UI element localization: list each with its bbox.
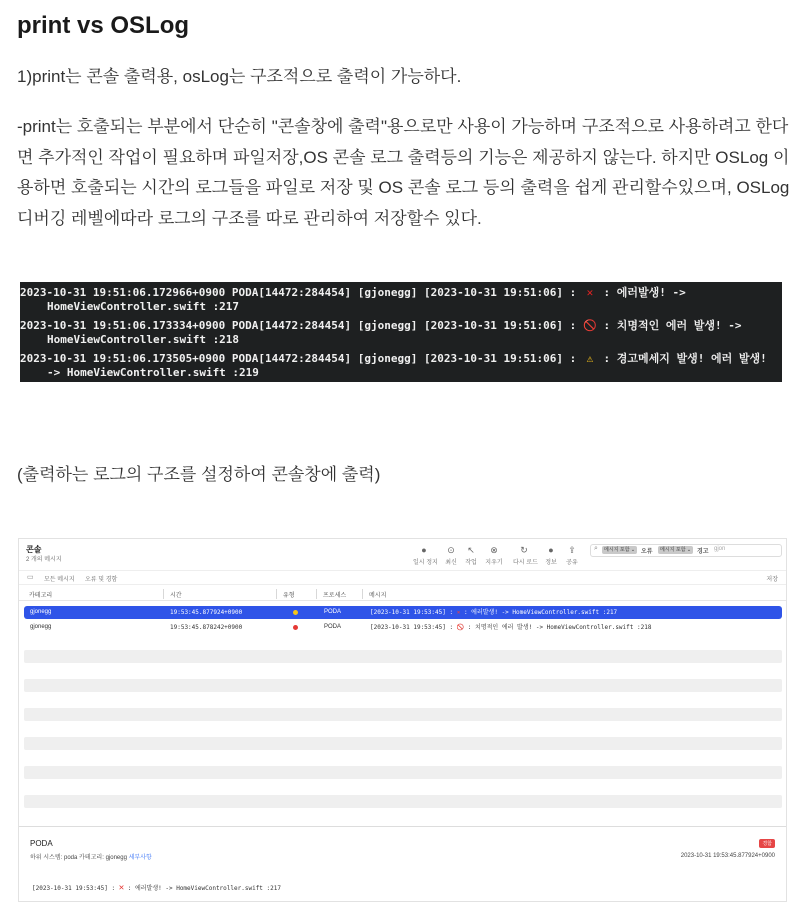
message-prefix: [2023-10-31 19:53:45] : <box>32 885 119 892</box>
pause-label: 일시 정지 <box>413 560 438 566</box>
column-process[interactable]: 프로세스 <box>323 593 347 599</box>
filter-token[interactable]: 메시지 포함 ⌄ <box>604 547 636 553</box>
warning-icon: ⚠ <box>586 352 594 365</box>
search-field[interactable] <box>590 544 782 557</box>
cell-message <box>370 621 651 634</box>
column-time[interactable]: 시간 <box>170 593 182 599</box>
terminal-line <box>20 284 686 300</box>
terminal-line-continuation: -> HomeViewController.swift :219 <box>47 366 259 379</box>
empty-row <box>24 679 782 692</box>
message-suffix: : 에러발생! -> HomeViewController.swift :217 <box>460 609 618 616</box>
page-title: print vs OSLog <box>17 12 190 39</box>
terminal-line-message: : 치명적인 에러 발생! -> <box>596 319 742 332</box>
pause-icon: ● <box>421 545 427 555</box>
table-header <box>19 588 786 601</box>
message-count: 2 개의 메시지 <box>26 557 62 563</box>
detail-meta <box>30 852 152 861</box>
message-prefix: [2023-10-31 19:53:45] : <box>370 609 457 616</box>
table-row[interactable] <box>24 621 782 634</box>
message-suffix: : 치명적인 에러 발생! -> HomeViewController.swift :218 <box>464 624 652 631</box>
cell-time: 19:53:45.878242+0900 <box>170 624 243 631</box>
detail-message <box>32 883 281 893</box>
filter-term: 경고 <box>697 549 709 555</box>
message-prefix: [2023-10-31 19:53:45] : <box>370 624 457 631</box>
tab-errors[interactable]: 오류 및 경함 <box>85 577 118 583</box>
terminal-line-message: : 에러발생! -> <box>596 286 686 299</box>
detail-pane <box>19 826 786 902</box>
console-title: 콘솔 <box>26 545 42 554</box>
column-category[interactable]: 카테고리 <box>29 593 53 599</box>
paragraph-3: (출력하는 로그의 구조를 설정하여 콘솔창에 출력) <box>17 465 381 484</box>
empty-row <box>24 650 782 663</box>
info-button[interactable] <box>540 545 562 566</box>
tab-all-messages[interactable]: 모든 메시지 <box>44 577 75 583</box>
cell-category: gjonegg <box>30 609 52 615</box>
reload-label: 다시 로드 <box>513 560 538 566</box>
type-indicator <box>293 625 298 630</box>
subsystem-label: 하위 시스템: <box>30 855 63 861</box>
red-x-icon: ✕ <box>118 883 125 893</box>
detail-timestamp: 2023-10-31 19:53:45.877924+0900 <box>680 853 775 859</box>
column-divider[interactable] <box>276 589 277 599</box>
category-value: gjonegg <box>105 855 127 861</box>
clear-label: 지우기 <box>485 560 503 566</box>
table-row[interactable] <box>24 606 782 619</box>
category-label: 카테고리: <box>79 855 104 861</box>
terminal-line <box>20 317 742 333</box>
paragraph-2: -print는 호출되는 부분에서 단순히 "콘솔창에 출력"용으로만 사용이 가능하며 구조적으로 사용하려고 한다면 추가적인 작업이 필요하며 파일저장,OS 콘솔 로그 출력등의 기능은 제공하지 않는다. 하지만 OSLog 이용하면 호출되는 시간의 로그들을 파일로 저장 및 OS 콘솔 로그 등의 출력을 쉽게 관리할수있으며, OSLog 디버깅 레벨에따라 로그의 구조를 따로 관리하여 저장할수 있다. <box>17 117 790 228</box>
share-button[interactable] <box>561 545 583 566</box>
latest-button[interactable] <box>440 545 462 566</box>
info-label: 정보 <box>545 560 557 566</box>
activity-icon: ↖ <box>467 545 475 555</box>
red-x-icon: ✕ <box>586 286 594 299</box>
reload-button[interactable] <box>513 545 538 566</box>
empty-row <box>24 766 782 779</box>
save-button[interactable]: 저장 <box>766 577 778 583</box>
empty-row <box>24 737 782 750</box>
terminal-line-text: 2023-10-31 19:51:06.173334+0900 PODA[14472:284454] [gjonegg] [2023-10-31 19:51:06] : <box>20 319 583 332</box>
terminal-line-text: 2023-10-31 19:51:06.173505+0900 PODA[14472:284454] [gjonegg] [2023-10-31 19:51:06] : <box>20 352 583 365</box>
reload-icon: ⊙ <box>447 545 455 555</box>
share-icon: ⇪ <box>568 545 576 555</box>
column-divider[interactable] <box>163 589 164 599</box>
column-type[interactable]: 유형 <box>283 593 295 599</box>
terminal-line-message: : 경고메세지 발생! 에러 발생! <box>596 352 767 365</box>
cell-message <box>370 606 617 619</box>
filter-term: 오류 <box>641 549 653 555</box>
pause-button[interactable] <box>413 545 438 566</box>
column-divider[interactable] <box>316 589 317 599</box>
share-label: 공유 <box>566 560 578 566</box>
detail-process: PODA <box>30 839 53 848</box>
filter-token[interactable]: 메시지 포함 ⌄ <box>660 547 692 553</box>
clear-icon: ⊗ <box>490 545 498 555</box>
prohibited-icon: 🚫 <box>583 319 597 332</box>
activity-button[interactable] <box>460 545 482 566</box>
prohibited-icon: 🚫 <box>456 624 465 631</box>
latest-label: 최신 <box>445 560 457 566</box>
reload-circle-icon: ↻ <box>520 545 528 555</box>
cell-category: gjonegg <box>30 624 52 630</box>
cell-process: PODA <box>324 624 342 630</box>
terminal-line-text: 2023-10-31 19:51:06.172966+0900 PODA[14472:284454] [gjonegg] [2023-10-31 19:51:06] : <box>20 286 583 299</box>
search-icon: ⌕ <box>594 545 598 552</box>
activity-label: 작업 <box>465 560 477 566</box>
type-indicator <box>293 610 298 615</box>
paragraph-1: 1)print는 콘솔 출력용, osLog는 구조적으로 출력이 가능하다. <box>17 67 462 86</box>
empty-row <box>24 795 782 808</box>
column-message[interactable]: 메시지 <box>369 593 387 599</box>
cell-process: PODA <box>324 609 342 615</box>
info-icon: ● <box>548 545 554 555</box>
clear-button[interactable] <box>483 545 505 566</box>
subsystem-value: poda <box>64 855 78 861</box>
details-link[interactable]: 세부사항 <box>128 855 152 861</box>
search-query[interactable]: gjon <box>714 546 726 552</box>
console-window <box>18 538 787 902</box>
terminal-output <box>20 282 782 382</box>
terminal-line-continuation: HomeViewController.swift :217 <box>47 300 240 313</box>
status-badge: 경함 <box>759 839 775 848</box>
empty-row <box>24 708 782 721</box>
message-suffix: : 에러발생! -> HomeViewController.swift :217 <box>124 885 281 892</box>
sidebar-toggle-icon[interactable]: ▭ <box>27 574 34 581</box>
filter-bar <box>19 570 786 585</box>
column-divider[interactable] <box>362 589 363 599</box>
red-x-icon: ✕ <box>456 609 461 616</box>
terminal-line-continuation: HomeViewController.swift :218 <box>47 333 240 346</box>
terminal-line <box>20 350 767 366</box>
cell-time: 19:53:45.877924+0900 <box>170 609 243 616</box>
